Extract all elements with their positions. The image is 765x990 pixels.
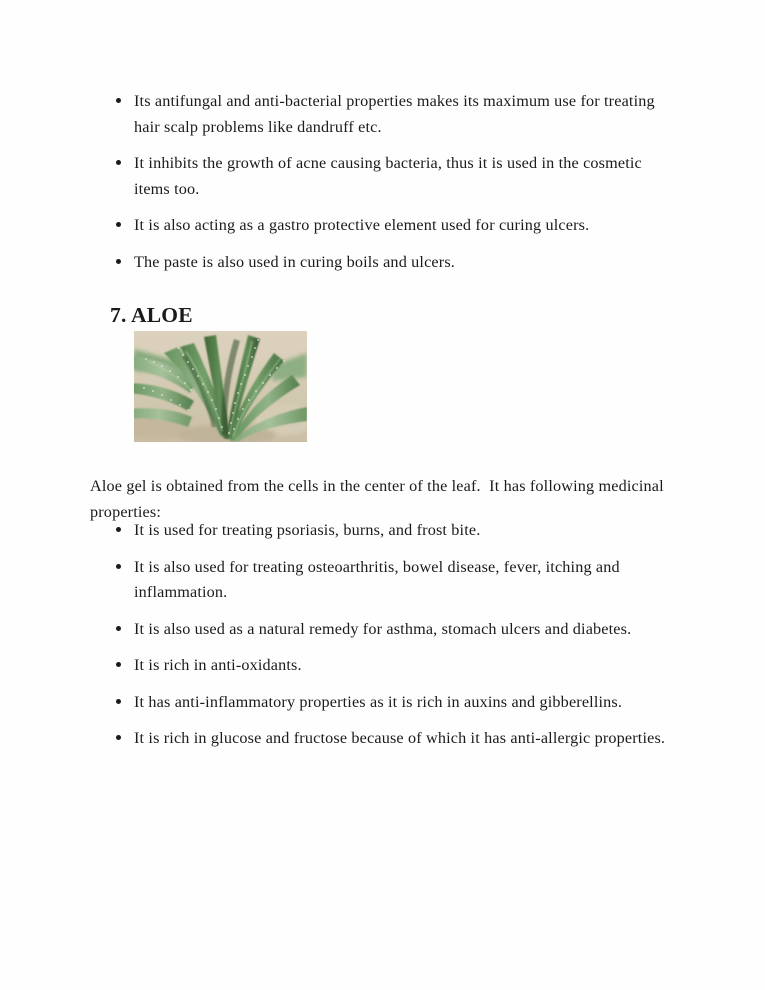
aloe-photo-illustration bbox=[134, 331, 307, 442]
list-item bbox=[89, 653, 685, 679]
top-bullet-list bbox=[89, 89, 681, 286]
list-item bbox=[89, 617, 685, 643]
list-item-text: It is rich in glucose and fructose because of which it has anti-allergic properties. bbox=[134, 729, 666, 747]
list-item bbox=[89, 555, 685, 606]
list-item-text: It is also used as a natural remedy for asthma, stomach ulcers and diabetes. bbox=[134, 619, 632, 638]
list-item bbox=[89, 726, 685, 752]
list-item bbox=[89, 151, 681, 202]
bullet-icon bbox=[116, 735, 121, 740]
section-heading: 7. ALOE bbox=[110, 302, 193, 327]
list-item-text: It is also used for treating osteoarthritis, bowel disease, fever, itching and inflammation. bbox=[134, 557, 620, 601]
bullet-icon bbox=[116, 259, 121, 264]
list-item bbox=[89, 250, 681, 276]
bullet-icon bbox=[116, 160, 121, 165]
list-item bbox=[89, 89, 681, 140]
list-item-text: The paste is also used in curing boils and ulcers. bbox=[134, 252, 455, 271]
list-item bbox=[89, 213, 681, 239]
bullet-icon bbox=[116, 222, 121, 227]
bullet-icon bbox=[116, 626, 121, 631]
bullet-icon bbox=[116, 662, 121, 667]
bullet-icon bbox=[116, 98, 121, 103]
bullet-icon bbox=[116, 564, 121, 569]
bottom-bullet-list bbox=[89, 518, 685, 763]
list-item-text: It has anti-inflammatory properties as it is rich in auxins and gibberellins. bbox=[134, 692, 623, 711]
list-item-text: Its antifungal and anti-bacterial properties makes its maximum use for treating hair scalp problems like dandruff etc. bbox=[134, 92, 655, 136]
aloe-plant-image bbox=[134, 331, 307, 442]
bullet-icon bbox=[116, 527, 121, 532]
bullet-icon bbox=[116, 699, 121, 704]
list-item-text: It is used for treating psoriasis, burns, and frost bite. bbox=[134, 521, 481, 539]
intro-paragraph: Aloe gel is obtained from the cells in the center of the leaf. It has following medicinal properties: bbox=[90, 477, 668, 521]
list-item bbox=[89, 690, 685, 716]
list-item-text: It is also acting as a gastro protective element used for curing ulcers. bbox=[134, 216, 590, 234]
list-item-text: It inhibits the growth of acne causing bacteria, thus it is used in the cosmetic items too. bbox=[134, 154, 642, 198]
list-item bbox=[89, 518, 685, 544]
list-item-text: It is rich in anti-oxidants. bbox=[134, 656, 302, 674]
